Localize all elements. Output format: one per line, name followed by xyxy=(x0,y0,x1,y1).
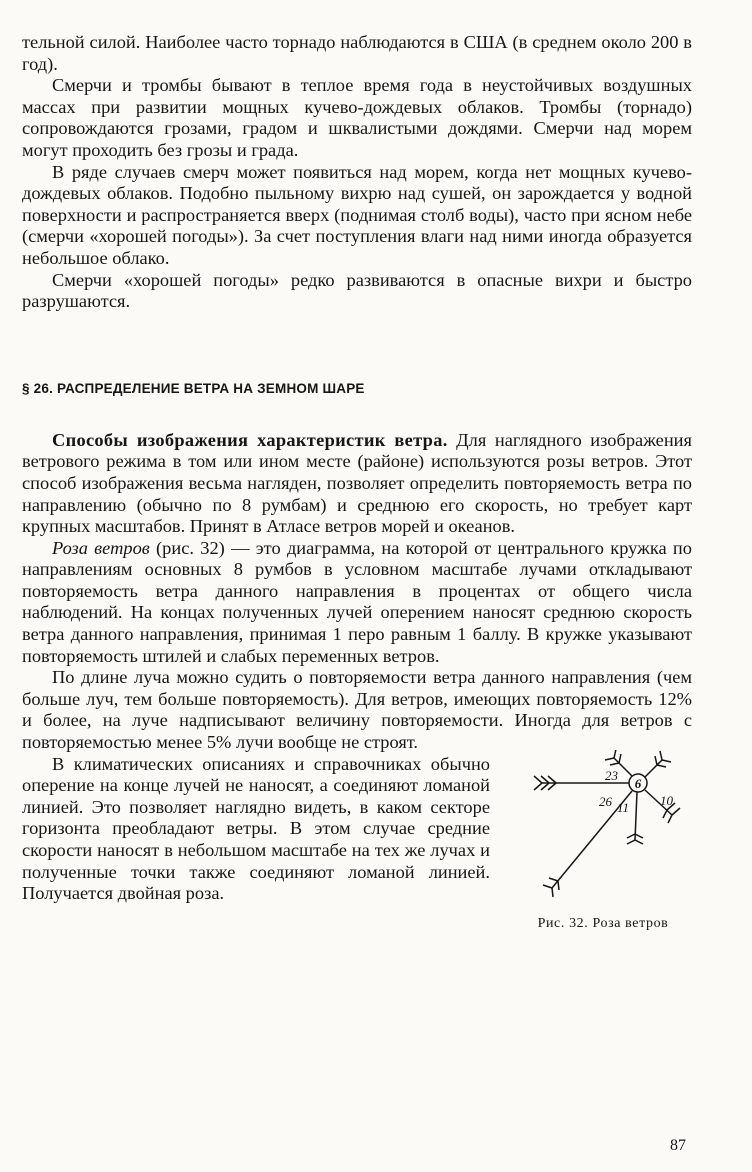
paragraph-ray-length: По длине луча можно судить о повторяемости ветра данного направления (чем больше луч, тем больше повторяемость). Для ветров, имеющих повторяемость 12% и более, на луче надписывают величину повторяемости. Иногда для ветров с повторяемостью менее 5% лучи вообще не строят. xyxy=(22,667,692,753)
ray-northeast xyxy=(645,760,662,777)
ray-south xyxy=(635,792,637,840)
page-body xyxy=(22,32,692,931)
feathers-southwest xyxy=(543,878,559,897)
paragraph-wind-rose xyxy=(22,538,692,668)
rose-term: Роза ветров xyxy=(52,537,150,558)
lead-text: Для наглядного изображения ветрового режима в том или ином месте (районе) используются розы ветров. Этот способ изображения весьма нагляден, позволяет определить повторяемость ветра по направлению (обычно по 8 румбам) и среднюю его скорость, но требует карт крупных масштабов. Принят в Атласе ветров морей и океанов. xyxy=(22,429,692,537)
paragraph-sea-waterspout: В ряде случаев смерч может появиться над морем, когда нет мощных кучево-дождевых облаков. Подобно пыльному вихрю над сушей, он зарождается у водной поверхности и распространяется вверх (поднимая столб воды), часто при ясном небе (смерчи «хорошей погоды»). За счет поступления влаги над ними иногда образуется небольшое облако. xyxy=(22,161,692,268)
label-west: 23 xyxy=(605,767,618,783)
wind-rose-diagram xyxy=(500,750,700,920)
feathers-northeast xyxy=(655,751,671,767)
page-number: 87 xyxy=(670,1137,686,1154)
feathers-northwest xyxy=(605,750,621,765)
figure-caption: Рис. 32. Роза ветров xyxy=(537,915,669,931)
rose-text: (рис. 32) — это диаграмма, на которой от центрального кружка по направлениям основных 8 румбов в условном масштабе лучами откладывают повторяемость ветра данного направления в процентах от общего числа наблюдений. На концах полученных лучей оперением наносят среднюю скорость ветра данного направления, принимая 1 перо равным 1 баллу. В кружке указывают повторяемость штилей и слабых переменных ветров. xyxy=(22,537,692,666)
label-southeast: 10 xyxy=(660,792,673,808)
label-south: 11 xyxy=(616,799,629,815)
paragraph-methods xyxy=(22,430,692,538)
rose-center-value: 6 xyxy=(634,775,642,791)
paragraph-climate: В климатических описаниях и справочниках обычно оперение на конце лучей не наносят, а соединяют ломаной линией. Это позволяет наглядно видеть, в каком секторе горизонта преобладают ветры. В этом случае средние скорости наносят в небольшом масштабе на тех же лучах и полученные точки также соединяют ломаной линией. Получается двойная роза. xyxy=(22,753,490,904)
paragraph-tromby: Смерчи и тромбы бывают в теплое время года в неустойчивых воздушных массах при развитии мощных кучево-дождевых облаков. Тромбы (торнадо) сопровождаются грозами, градом и шквалистыми дождями. Смерчи над морем могут проходить без грозы и града. xyxy=(22,75,692,160)
figure-wrap-section xyxy=(22,753,692,931)
lead-title: Способы изображения характеристик ветра. xyxy=(52,429,448,450)
section-heading: § 26. РАСПРЕДЕЛЕНИЕ ВЕТРА НА ЗЕМНОМ ШАРЕ xyxy=(22,380,365,396)
paragraph-continuation: тельной силой. Наиболее часто торнадо наблюдаются в США (в среднем около 200 в год). xyxy=(22,32,692,74)
paragraph-fair-weather: Смерчи «хорошей погоды» редко развиваются в опасные вихри и быстро разрушаются. xyxy=(22,269,692,312)
label-southwest: 26 xyxy=(599,793,612,809)
wind-rose-figure xyxy=(500,750,700,940)
